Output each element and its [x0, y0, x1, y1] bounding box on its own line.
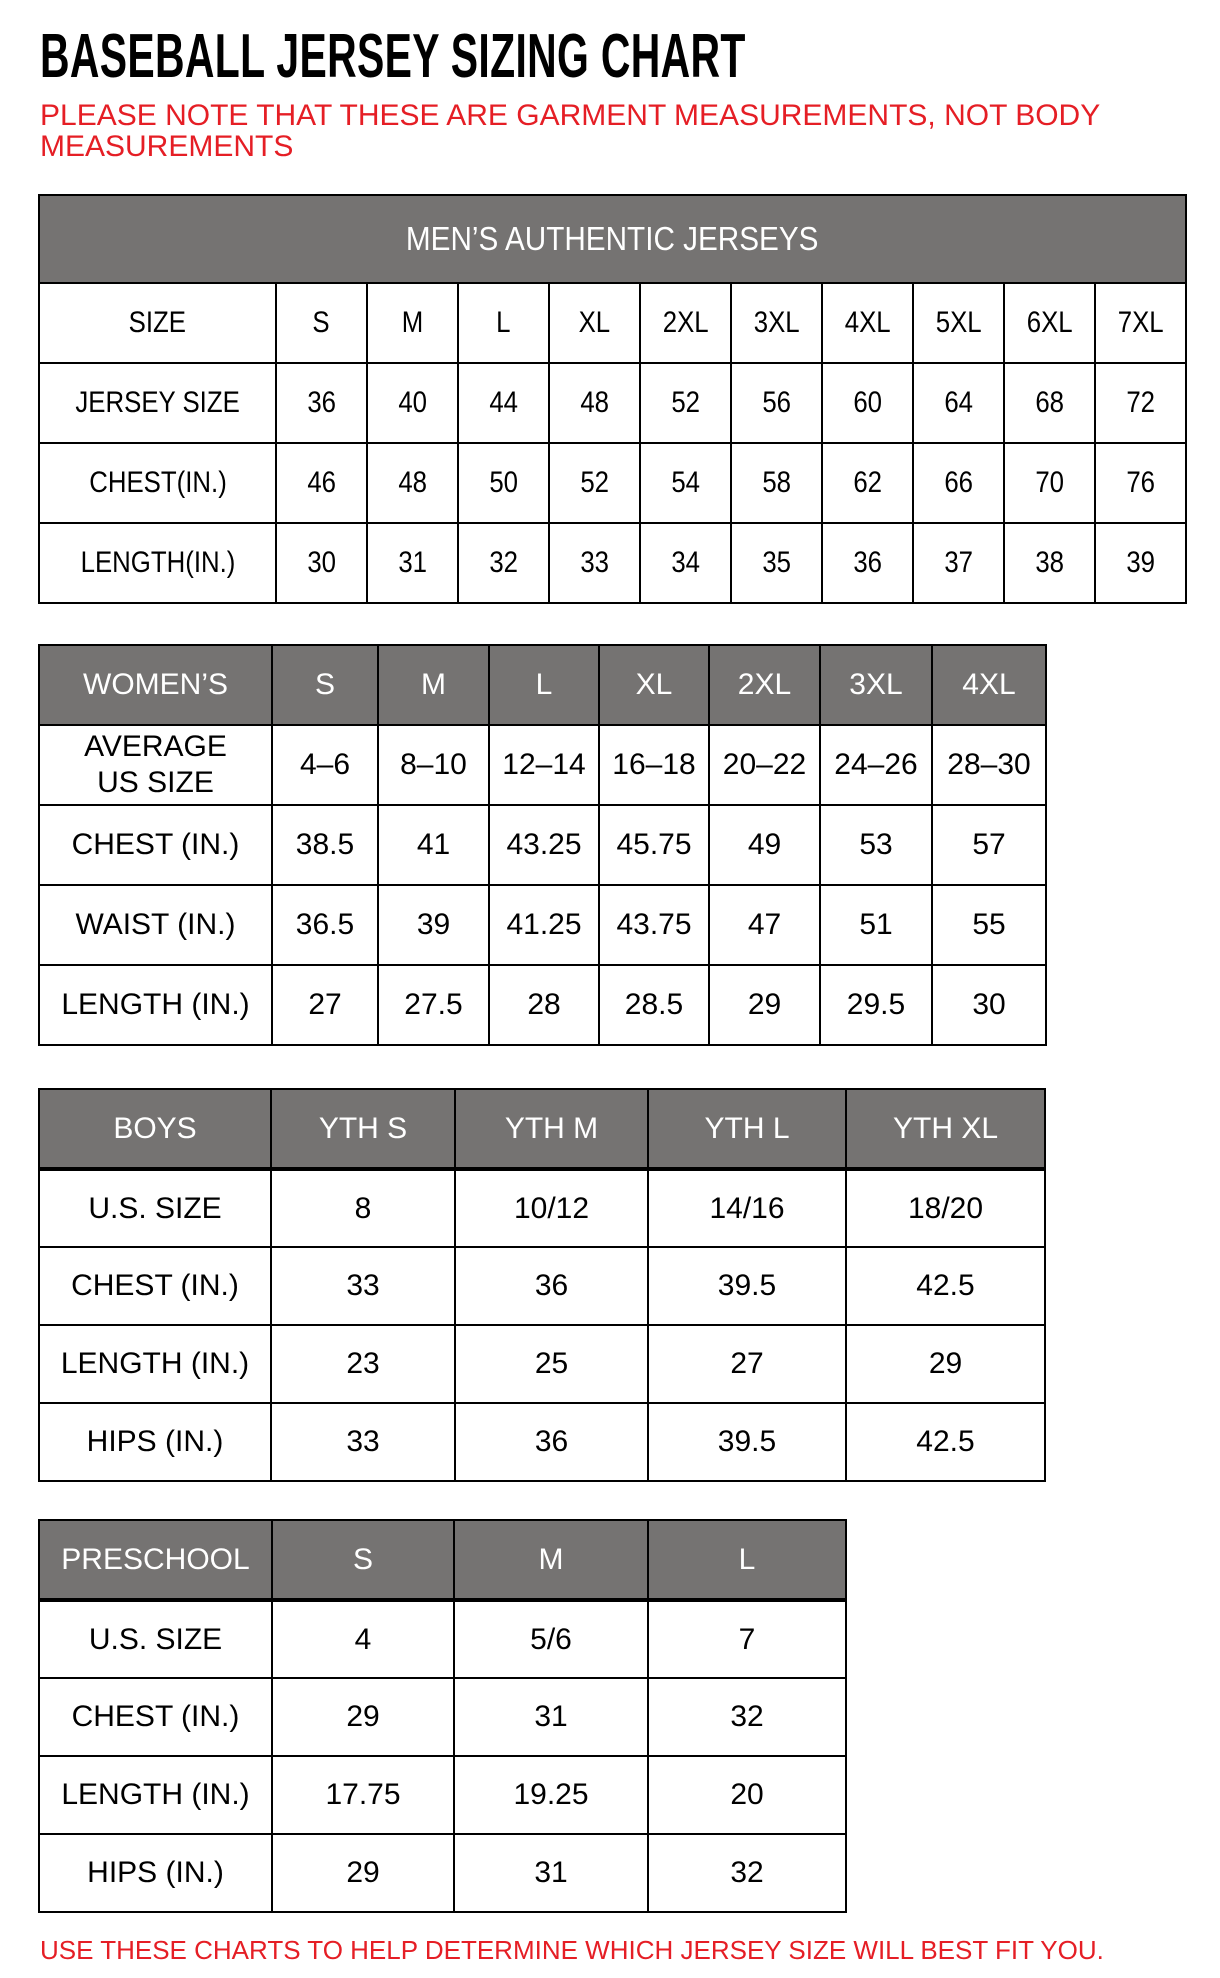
column-header-cell: YTH L: [648, 1089, 846, 1169]
value-cell: 53: [820, 805, 932, 885]
column-header-cell: M: [454, 1520, 648, 1600]
row-label: AVERAGE US SIZE: [84, 730, 227, 799]
value-cell: 20: [648, 1756, 846, 1834]
value: 50: [489, 466, 518, 499]
table-title-cell: BOYS: [39, 1089, 271, 1169]
womens-length-row: [39, 965, 1046, 1045]
row-label-cell: [39, 523, 276, 603]
value: 36: [853, 546, 882, 579]
value: 34: [671, 546, 700, 579]
value: 56: [762, 386, 791, 419]
womens-waist-row: [39, 885, 1046, 965]
value: 5XL: [935, 306, 982, 339]
mens-banner-text: MEN’S AUTHENTIC JERSEYS: [406, 220, 819, 257]
value-cell: 51: [820, 885, 932, 965]
column-header-cell: YTH M: [455, 1089, 648, 1169]
value-cell: [1095, 283, 1186, 363]
value-cell: 7: [648, 1600, 846, 1678]
value-cell: [276, 283, 367, 363]
value-cell: 57: [932, 805, 1046, 885]
value-cell: [1004, 523, 1095, 603]
value-cell: 29: [272, 1834, 454, 1912]
value: 70: [1035, 466, 1064, 499]
value-cell: 38.5: [272, 805, 378, 885]
row-label-cell: LENGTH (IN.): [39, 1325, 271, 1403]
value-cell: [549, 523, 640, 603]
column-header-cell: S: [272, 645, 378, 725]
value: 40: [398, 386, 427, 419]
preschool-us-size-row: [39, 1600, 846, 1678]
value-cell: 5/6: [454, 1600, 648, 1678]
value: 35: [762, 546, 791, 579]
value-cell: [458, 523, 549, 603]
value-cell: [731, 523, 822, 603]
value: 76: [1126, 466, 1155, 499]
value-cell: [640, 283, 731, 363]
value-cell: 39: [378, 885, 489, 965]
mens-chest-row: [39, 443, 1186, 523]
value: 2XL: [662, 306, 709, 339]
value-cell: 29: [709, 965, 820, 1045]
value-cell: 27: [272, 965, 378, 1045]
value: 39: [1126, 546, 1155, 579]
value-cell: 27: [648, 1325, 846, 1403]
boys-us-size-row: [39, 1169, 1045, 1247]
value-cell: 18/20: [846, 1169, 1045, 1247]
mens-jersey-size-row: [39, 363, 1186, 443]
value: 38: [1035, 546, 1064, 579]
value-cell: 10/12: [455, 1169, 648, 1247]
womens-us-size-row: [39, 725, 1046, 805]
value-cell: 28.5: [599, 965, 709, 1045]
value-cell: 30: [932, 965, 1046, 1045]
value: M: [401, 306, 424, 339]
row-label: CHEST(IN.): [88, 466, 227, 499]
value-cell: [276, 523, 367, 603]
column-header-cell: S: [272, 1520, 454, 1600]
column-header-cell: M: [378, 645, 489, 725]
value: 66: [944, 466, 973, 499]
row-label-cell: CHEST (IN.): [39, 1678, 272, 1756]
value-cell: 8: [271, 1169, 455, 1247]
value-cell: [913, 283, 1004, 363]
value-cell: [913, 443, 1004, 523]
value-cell: 28–30: [932, 725, 1046, 805]
column-header-cell: 4XL: [932, 645, 1046, 725]
mens-banner-row: [39, 195, 1186, 283]
value-cell: 19.25: [454, 1756, 648, 1834]
value: XL: [578, 306, 611, 339]
value-cell: [640, 443, 731, 523]
value: 7XL: [1117, 306, 1164, 339]
womens-sizing-table: [38, 644, 1047, 1046]
value-cell: [731, 363, 822, 443]
fit-advice-footer: USE THESE CHARTS TO HELP DETERMINE WHICH JERSEY SIZE WILL BEST FIT YOU.: [40, 1935, 1104, 1965]
value: S: [312, 306, 331, 339]
row-label-cell: CHEST (IN.): [39, 805, 272, 885]
value-cell: 31: [454, 1678, 648, 1756]
value-cell: [822, 363, 913, 443]
value-cell: 33: [271, 1403, 455, 1481]
value-cell: 39.5: [648, 1247, 846, 1325]
page-title: BASEBALL JERSEY SIZING CHART: [40, 22, 746, 91]
row-label-cell: [39, 443, 276, 523]
value: 37: [944, 546, 973, 579]
column-header-cell: L: [489, 645, 599, 725]
value-cell: [367, 443, 458, 523]
value-cell: 45.75: [599, 805, 709, 885]
value: 58: [762, 466, 791, 499]
value-cell: 29.5: [820, 965, 932, 1045]
value-cell: [276, 443, 367, 523]
value: 33: [580, 546, 609, 579]
row-label: JERSEY SIZE: [75, 386, 240, 419]
value-cell: [1095, 443, 1186, 523]
mens-sizing-table: [38, 194, 1187, 604]
value-cell: [549, 283, 640, 363]
column-header-cell: L: [648, 1520, 846, 1600]
value-cell: 36.5: [272, 885, 378, 965]
value-cell: 36: [455, 1403, 648, 1481]
value-cell: 41: [378, 805, 489, 885]
row-label-cell: [39, 725, 272, 805]
value-cell: [1004, 283, 1095, 363]
row-label: LENGTH(IN.): [80, 546, 235, 579]
boys-header-row: [39, 1089, 1045, 1169]
mens-banner-cell: [39, 195, 1186, 283]
value-cell: 32: [648, 1834, 846, 1912]
row-label-cell: U.S. SIZE: [39, 1169, 271, 1247]
value-cell: [913, 523, 1004, 603]
value: 31: [398, 546, 427, 579]
value: L: [496, 306, 511, 339]
column-header-cell: YTH S: [271, 1089, 455, 1169]
column-header-cell: 2XL: [709, 645, 820, 725]
column-header-cell: 3XL: [820, 645, 932, 725]
value-cell: 8–10: [378, 725, 489, 805]
value-cell: 41.25: [489, 885, 599, 965]
note-line-2: MEASUREMENTS: [40, 130, 294, 163]
row-label-cell: [39, 283, 276, 363]
value-cell: [549, 443, 640, 523]
value-cell: [913, 363, 1004, 443]
boys-sizing-table: [38, 1088, 1046, 1482]
value-cell: 47: [709, 885, 820, 965]
value-cell: 28: [489, 965, 599, 1045]
value-cell: 16–18: [599, 725, 709, 805]
row-label-cell: HIPS (IN.): [39, 1403, 271, 1481]
value-cell: [549, 363, 640, 443]
preschool-chest-row: [39, 1678, 846, 1756]
table-title-cell: WOMEN’S: [39, 645, 272, 725]
value-cell: 33: [271, 1247, 455, 1325]
preschool-length-row: [39, 1756, 846, 1834]
value: 30: [307, 546, 336, 579]
value-cell: [731, 443, 822, 523]
value-cell: [640, 363, 731, 443]
value-cell: 36: [455, 1247, 648, 1325]
value: 6XL: [1026, 306, 1073, 339]
value-cell: 32: [648, 1678, 846, 1756]
value-cell: 4–6: [272, 725, 378, 805]
value-cell: 12–14: [489, 725, 599, 805]
value-cell: 14/16: [648, 1169, 846, 1247]
mens-length-row: [39, 523, 1186, 603]
value-cell: 27.5: [378, 965, 489, 1045]
boys-chest-row: [39, 1247, 1045, 1325]
value-cell: [640, 523, 731, 603]
value-cell: [367, 523, 458, 603]
value-cell: 4: [272, 1600, 454, 1678]
note-line-1: PLEASE NOTE THAT THESE ARE GARMENT MEASUREMENTS, NOT BODY: [40, 99, 1101, 132]
value-cell: 29: [272, 1678, 454, 1756]
value-cell: [731, 283, 822, 363]
value-cell: [367, 363, 458, 443]
value-cell: 55: [932, 885, 1046, 965]
value-cell: [822, 443, 913, 523]
value: 46: [307, 466, 336, 499]
womens-chest-row: [39, 805, 1046, 885]
value: 60: [853, 386, 882, 419]
value: 36: [307, 386, 336, 419]
value-cell: 20–22: [709, 725, 820, 805]
value: 52: [580, 466, 609, 499]
row-label-cell: LENGTH (IN.): [39, 965, 272, 1045]
value-cell: 25: [455, 1325, 648, 1403]
preschool-hips-row: [39, 1834, 846, 1912]
value-cell: [458, 443, 549, 523]
value-cell: 42.5: [846, 1403, 1045, 1481]
value-cell: 24–26: [820, 725, 932, 805]
value-cell: 17.75: [272, 1756, 454, 1834]
value-cell: 43.75: [599, 885, 709, 965]
row-label-cell: CHEST (IN.): [39, 1247, 271, 1325]
value-cell: 39.5: [648, 1403, 846, 1481]
garment-measurements-note: [40, 100, 1220, 162]
value: 48: [398, 466, 427, 499]
table-title-cell: PRESCHOOL: [39, 1520, 272, 1600]
boys-length-row: [39, 1325, 1045, 1403]
value: 68: [1035, 386, 1064, 419]
value: 64: [944, 386, 973, 419]
value-cell: [458, 363, 549, 443]
column-header-cell: YTH XL: [846, 1089, 1045, 1169]
value-cell: [822, 283, 913, 363]
value-cell: [1004, 363, 1095, 443]
preschool-sizing-table: [38, 1519, 847, 1913]
value: 44: [489, 386, 518, 419]
row-label: SIZE: [128, 306, 187, 339]
value: 52: [671, 386, 700, 419]
value: 54: [671, 466, 700, 499]
value-cell: 31: [454, 1834, 648, 1912]
value: 4XL: [844, 306, 891, 339]
value-cell: 42.5: [846, 1247, 1045, 1325]
row-label-cell: WAIST (IN.): [39, 885, 272, 965]
row-label-cell: LENGTH (IN.): [39, 1756, 272, 1834]
value-cell: 49: [709, 805, 820, 885]
value-cell: [1004, 443, 1095, 523]
value: 32: [489, 546, 518, 579]
column-header-cell: XL: [599, 645, 709, 725]
value-cell: [458, 283, 549, 363]
row-label-cell: HIPS (IN.): [39, 1834, 272, 1912]
boys-hips-row: [39, 1403, 1045, 1481]
value: 48: [580, 386, 609, 419]
value-cell: [367, 283, 458, 363]
mens-size-row: [39, 283, 1186, 363]
value-cell: [1095, 363, 1186, 443]
value-cell: 43.25: [489, 805, 599, 885]
preschool-header-row: [39, 1520, 846, 1600]
row-label-cell: [39, 363, 276, 443]
value-cell: 23: [271, 1325, 455, 1403]
value: 3XL: [753, 306, 800, 339]
womens-header-row: [39, 645, 1046, 725]
value: 72: [1126, 386, 1155, 419]
value: 62: [853, 466, 882, 499]
row-label-cell: U.S. SIZE: [39, 1600, 272, 1678]
value-cell: [822, 523, 913, 603]
value-cell: [1095, 523, 1186, 603]
value-cell: [276, 363, 367, 443]
value-cell: 29: [846, 1325, 1045, 1403]
